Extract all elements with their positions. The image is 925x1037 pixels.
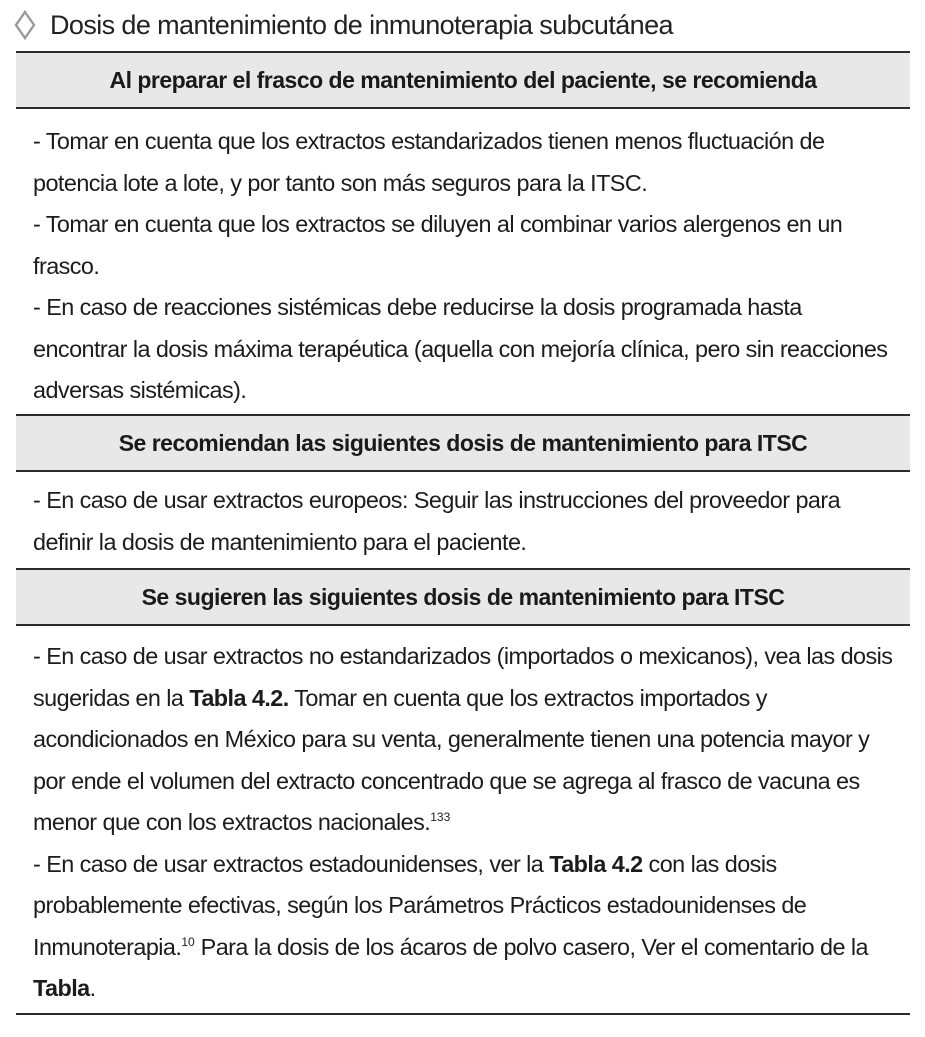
item-2-text-a: - En caso de usar extractos estadounidenses, ver la — [33, 850, 550, 877]
section-2-body — [16, 472, 910, 570]
item-1-text-b: Tomar en cuenta que los extractos importados y acondicionados en México para su venta, generalmente tienen una potencia mayor y por ende el volumen del extracto concentrado que se agrega al frasco de vacuna es menor que con los extractos nacionales. — [33, 684, 870, 835]
item-2-text-c: Para la dosis de los ácaros de polvo casero, Ver el comentario de la — [194, 933, 868, 960]
item-1-text-a: - En caso de usar extractos no estandarizados (importados o mexicanos), vea las dosis sugeridas en la — [33, 643, 893, 711]
page-title: Dosis de mantenimiento de inmunoterapia subcutánea — [50, 9, 673, 40]
table-ref-tabla: Tabla — [33, 975, 90, 1001]
section-1-item-1: - Tomar en cuenta que los extractos estandarizados tienen menos fluctuación de potencia lote a lote, y por tanto son más seguros para la ITSC. — [33, 128, 825, 196]
citation-10: 10 — [181, 934, 195, 949]
section-3-body — [16, 626, 910, 1010]
section-1-body — [16, 109, 910, 415]
section-3-item-1 — [33, 636, 894, 844]
section-2-item-1: - En caso de usar extractos europeos: Seguir las instrucciones del proveedor para definir la dosis de mantenimiento para el paciente. — [33, 487, 841, 555]
section-1-item-3: - En caso de reacciones sistémicas debe reducirse la dosis programada hasta encontrar la dosis máxima terapéutica (aquella con mejoría clínica, pero sin reacciones adversas sistémicas). — [33, 294, 888, 403]
section-3-item-2 — [33, 844, 894, 1010]
title-row — [14, 2, 673, 48]
section-2-header: Se recomiendan las siguientes dosis de mantenimiento para ITSC — [16, 414, 910, 472]
section-1-item-2: - Tomar en cuenta que los extractos se diluyen al combinar varios alergenos en un frasco. — [33, 211, 843, 279]
section-1 — [16, 51, 910, 415]
section-1-header: Al preparar el frasco de mantenimiento del paciente, se recomienda — [16, 51, 910, 109]
section-3-header: Se sugieren las siguientes dosis de mantenimiento para ITSC — [16, 568, 910, 626]
section-3 — [16, 568, 910, 1010]
item-2-text-d: . — [89, 975, 96, 1001]
bottom-rule — [16, 1013, 910, 1015]
section-2 — [16, 414, 910, 570]
table-ref-tabla-4-2-b: Tabla 4.2 — [549, 850, 643, 877]
diamond-outline-icon — [14, 10, 36, 40]
table-ref-tabla-4-2: Tabla 4.2. — [189, 684, 289, 711]
item-2-text-b: con las dosis probablemente efectivas, según los Parámetros Prácticos estadounidenses de Inmunoterapia. — [33, 850, 807, 960]
citation-133: 133 — [430, 810, 451, 825]
